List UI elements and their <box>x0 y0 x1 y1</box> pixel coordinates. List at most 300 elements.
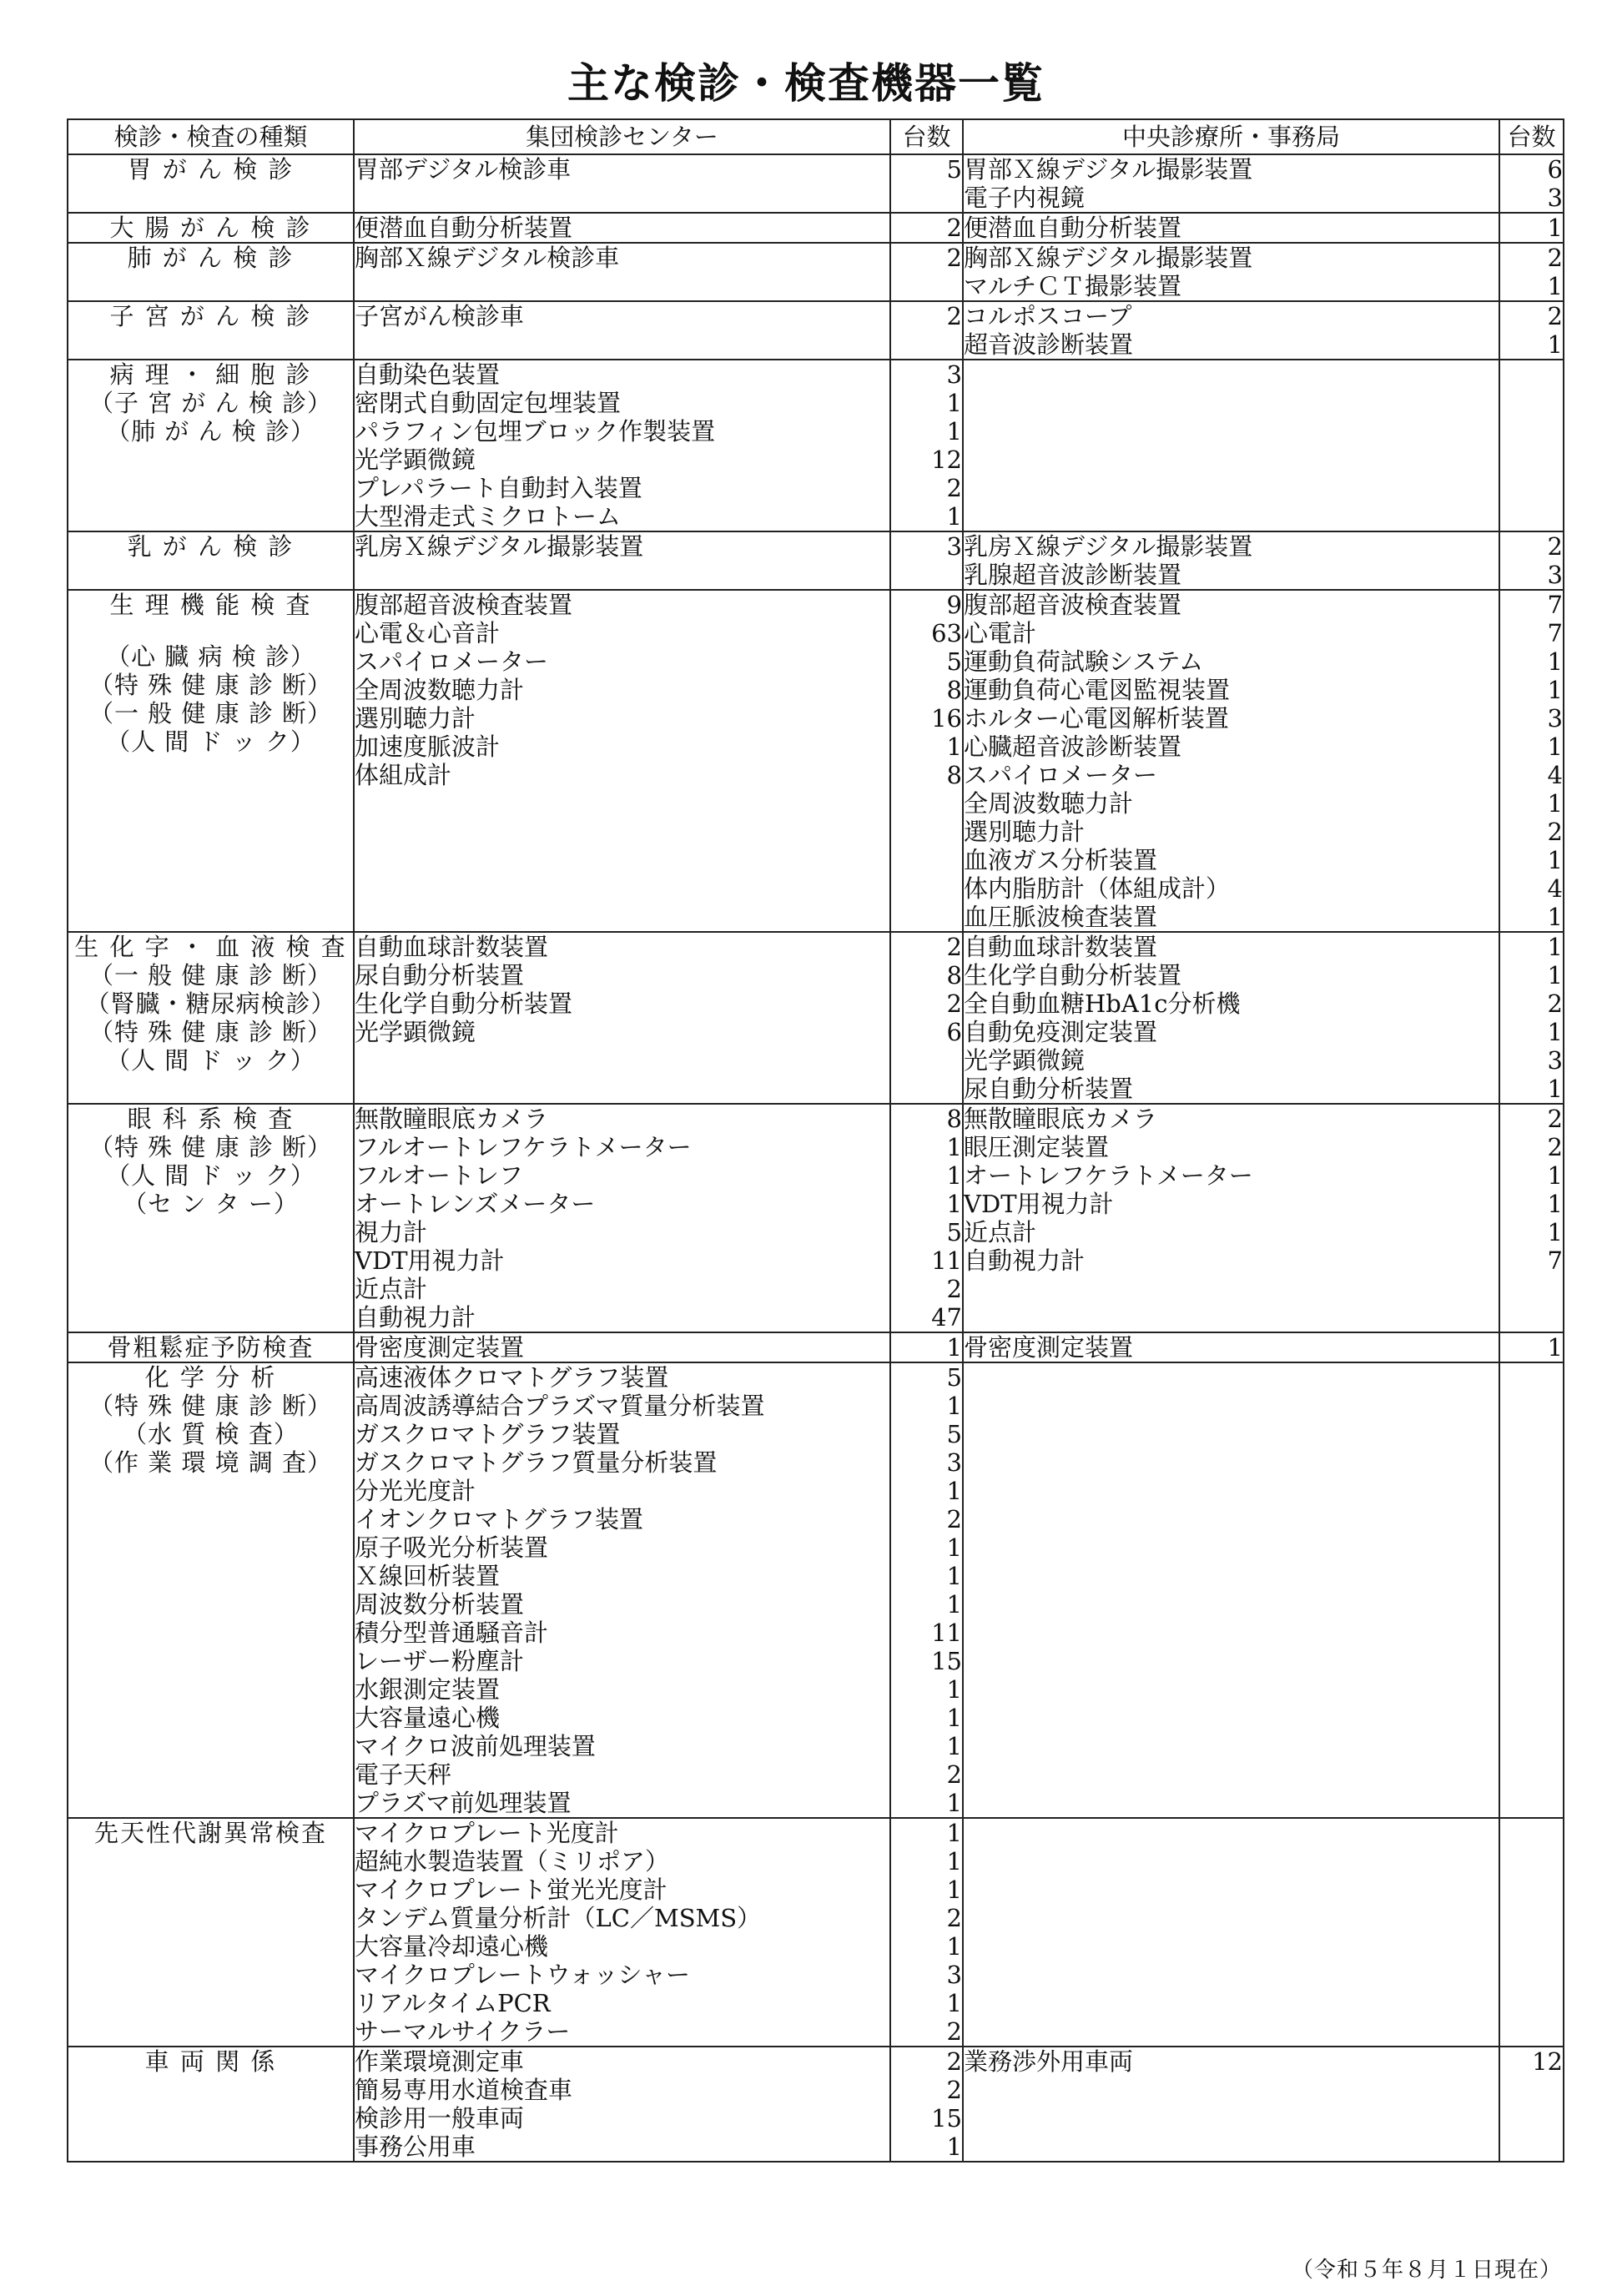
clinic-equipment-name: 乳腺超音波診断装置 <box>964 561 1182 589</box>
table-row <box>68 932 1564 1104</box>
clinic-equipment-cell <box>963 1104 1499 1332</box>
category-cell <box>68 301 354 360</box>
center-equipment-count: 8 <box>946 1105 962 1133</box>
center-equipment-name: 子宮がん検診車 <box>355 302 525 330</box>
clinic-equipment-count: 1 <box>1547 214 1563 242</box>
clinic-count-cell <box>1499 590 1564 932</box>
center-equipment-cell <box>354 1104 890 1332</box>
center-equipment-count: 1 <box>946 1675 962 1704</box>
clinic-equipment-count: 1 <box>1547 846 1563 874</box>
clinic-equipment-count: 4 <box>1547 874 1563 903</box>
center-equipment-count: 2 <box>946 1904 962 1932</box>
header-center-count: 台数 <box>890 119 963 154</box>
clinic-equipment-cell <box>963 1818 1499 2047</box>
clinic-equipment-count: 1 <box>1547 1333 1563 1362</box>
center-equipment-name: 積分型普通騒音計 <box>355 1619 549 1647</box>
center-equipment-cell <box>354 1332 890 1362</box>
center-equipment-count: 1 <box>946 1590 962 1619</box>
category-cell <box>68 1362 354 1818</box>
center-equipment-name: 光学顕微鏡 <box>355 1018 476 1046</box>
center-equipment-count: 2 <box>946 2017 962 2046</box>
center-equipment-name: 光学顕微鏡 <box>355 446 476 474</box>
center-equipment-name: 大容量遠心機 <box>355 1704 501 1732</box>
clinic-equipment-name: 全周波数聴力計 <box>964 789 1134 818</box>
center-count-cell <box>890 531 963 590</box>
center-equipment-count: 3 <box>946 532 962 561</box>
clinic-count-cell <box>1499 531 1564 590</box>
center-equipment-cell <box>354 301 890 360</box>
clinic-equipment-name: 自動免疫測定装置 <box>964 1018 1158 1046</box>
center-equipment-cell <box>354 243 890 301</box>
clinic-count-cell <box>1499 154 1564 213</box>
center-equipment-cell <box>354 1362 890 1818</box>
clinic-equipment-count: 1 <box>1547 330 1563 359</box>
clinic-count-cell <box>1499 1332 1564 1362</box>
clinic-equipment-count: 1 <box>1547 272 1563 300</box>
clinic-equipment-name: 全自動血糖HbA1c分析機 <box>964 989 1241 1018</box>
center-equipment-name: 乳房Ｘ線デジタル撮影装置 <box>355 532 644 561</box>
center-equipment-name: パラフィン包埋ブロック作製装置 <box>355 417 716 446</box>
center-equipment-count: 1 <box>946 2132 962 2161</box>
category-cell <box>68 531 354 590</box>
center-equipment-name: サーマルサイクラー <box>355 2017 571 2046</box>
center-equipment-count: 11 <box>931 1619 962 1647</box>
center-equipment-name: 密閉式自動固定包埋装置 <box>355 389 622 417</box>
center-equipment-count: 1 <box>946 1190 962 1218</box>
center-equipment-count: 5 <box>946 1420 962 1448</box>
clinic-equipment-name: 超音波診断装置 <box>964 330 1134 359</box>
category-label: 先天性代謝異常検査 <box>93 1819 327 1847</box>
clinic-equipment-name: 自動血球計数装置 <box>964 933 1158 961</box>
equipment-table <box>67 118 1564 2163</box>
clinic-equipment-name: 腹部超音波検査装置 <box>964 591 1182 619</box>
clinic-equipment-name: 運動負荷心電図監視装置 <box>964 676 1231 704</box>
center-equipment-name: タンデム質量分析計（LC／MSMS） <box>355 1904 762 1932</box>
center-count-cell <box>890 154 963 213</box>
category-sublabel: （セ ン タ ー） <box>123 1190 299 1218</box>
center-equipment-cell <box>354 2047 890 2162</box>
category-cell <box>68 2047 354 2162</box>
center-equipment-count: 16 <box>931 704 962 733</box>
center-equipment-name: 心電＆心音計 <box>355 619 501 647</box>
category-label: 骨粗鬆症予防検査 <box>107 1333 315 1362</box>
category-cell <box>68 590 354 932</box>
clinic-count-cell <box>1499 1818 1564 2047</box>
center-equipment-count: 1 <box>946 1704 962 1732</box>
center-equipment-name: フルオートレフケラトメーター <box>355 1133 692 1161</box>
center-count-cell <box>890 213 963 243</box>
table-row <box>68 301 1564 360</box>
center-equipment-cell <box>354 932 890 1104</box>
clinic-equipment-count: 3 <box>1547 704 1563 733</box>
clinic-equipment-count: 12 <box>1532 2047 1563 2076</box>
category-sublabel: （子 宮 が ん 検 診） <box>88 389 333 417</box>
center-equipment-count: 1 <box>946 1989 962 2017</box>
clinic-equipment-count: 4 <box>1547 761 1563 789</box>
clinic-equipment-count: 1 <box>1547 1018 1563 1046</box>
center-equipment-name: 便潜血自動分析装置 <box>355 214 573 242</box>
table-row <box>68 243 1564 301</box>
clinic-equipment-name: 血液ガス分析装置 <box>964 846 1158 874</box>
center-equipment-name: スパイロメーター <box>355 647 549 676</box>
center-equipment-count: 2 <box>946 214 962 242</box>
clinic-count-cell <box>1499 243 1564 301</box>
center-equipment-name: 近点計 <box>355 1275 428 1303</box>
center-equipment-cell <box>354 360 890 531</box>
clinic-equipment-count: 1 <box>1547 733 1563 761</box>
center-equipment-count: 1 <box>946 1932 962 1961</box>
clinic-equipment-count: 2 <box>1547 244 1563 272</box>
center-equipment-name: 自動染色装置 <box>355 360 501 389</box>
center-equipment-count: 2 <box>946 1275 962 1303</box>
center-count-cell <box>890 1362 963 1818</box>
category-sublabel: （人 間 ド ッ ク） <box>106 1161 315 1190</box>
clinic-count-cell <box>1499 1104 1564 1332</box>
clinic-equipment-count: 6 <box>1547 155 1563 184</box>
clinic-equipment-name: 胃部Ｘ線デジタル撮影装置 <box>964 155 1253 184</box>
center-equipment-name: Ｘ線回析装置 <box>355 1562 501 1590</box>
center-equipment-name: 全周波数聴力計 <box>355 676 525 704</box>
center-equipment-name: マイクロプレート光度計 <box>355 1819 619 1847</box>
clinic-equipment-cell <box>963 1332 1499 1362</box>
clinic-equipment-name: 生化学自動分析装置 <box>964 961 1182 989</box>
category-label: 胃 が ん 検 診 <box>127 155 295 184</box>
center-equipment-name: 簡易専用水道検査車 <box>355 2076 573 2104</box>
category-sublabel: （一 般 健 康 診 断） <box>88 699 333 728</box>
clinic-equipment-count: 1 <box>1547 1190 1563 1218</box>
clinic-equipment-name: オートレフケラトメーター <box>964 1161 1253 1190</box>
center-equipment-name: 水銀測定装置 <box>355 1675 501 1704</box>
clinic-equipment-name: 骨密度測定装置 <box>964 1333 1134 1362</box>
center-equipment-name: 選別聴力計 <box>355 704 476 733</box>
center-equipment-name: マイクロプレート蛍光光度計 <box>355 1876 667 1904</box>
category-sublabel: （心 臓 病 検 診） <box>106 642 315 671</box>
clinic-equipment-name: 心電計 <box>964 619 1037 647</box>
center-equipment-name: ガスクロマトグラフ質量分析装置 <box>355 1448 718 1477</box>
clinic-equipment-name: スパイロメーター <box>964 761 1158 789</box>
header-clinic: 中央診療所・事務局 <box>963 119 1499 154</box>
clinic-equipment-cell <box>963 243 1499 301</box>
category-cell <box>68 360 354 531</box>
header-clinic-count: 台数 <box>1499 119 1564 154</box>
category-cell <box>68 1104 354 1332</box>
clinic-count-cell <box>1499 360 1564 531</box>
center-equipment-cell <box>354 213 890 243</box>
center-equipment-count: 5 <box>946 1218 962 1246</box>
center-equipment-count: 8 <box>946 761 962 789</box>
center-equipment-count: 3 <box>946 1961 962 1989</box>
as-of-date-note: （令和５年８月１日現在） <box>1291 2258 1562 2283</box>
clinic-equipment-name: コルポスコープ <box>964 302 1132 330</box>
center-equipment-name: 体組成計 <box>355 761 452 789</box>
table-row <box>68 1332 1564 1362</box>
center-equipment-cell <box>354 1818 890 2047</box>
table-row <box>68 213 1564 243</box>
center-count-cell <box>890 932 963 1104</box>
center-equipment-cell <box>354 154 890 213</box>
center-equipment-name: ガスクロマトグラフ装置 <box>355 1420 621 1448</box>
category-sublabel: （一 般 健 康 診 断） <box>88 961 333 989</box>
center-equipment-name: 大容量冷却遠心機 <box>355 1932 549 1961</box>
category-label: 乳 が ん 検 診 <box>127 532 295 561</box>
center-equipment-name: 事務公用車 <box>355 2132 476 2161</box>
clinic-equipment-count: 7 <box>1547 591 1563 619</box>
clinic-equipment-count: 2 <box>1547 818 1563 846</box>
center-equipment-name: 視力計 <box>355 1218 428 1246</box>
center-equipment-count: 1 <box>946 1732 962 1760</box>
center-count-cell <box>890 2047 963 2162</box>
clinic-count-cell <box>1499 932 1564 1104</box>
center-equipment-name: 腹部超音波検査装置 <box>355 591 573 619</box>
center-equipment-name: 胸部Ｘ線デジタル検診車 <box>355 244 620 272</box>
center-equipment-count: 15 <box>931 2104 962 2132</box>
header-center: 集団検診センター <box>354 119 890 154</box>
table-row <box>68 2047 1564 2162</box>
center-equipment-name: 検診用一般車両 <box>355 2104 525 2132</box>
center-equipment-name: 原子吸光分析装置 <box>355 1533 549 1562</box>
clinic-equipment-name: 尿自動分析装置 <box>964 1075 1134 1103</box>
table-row <box>68 531 1564 590</box>
clinic-equipment-name: 自動視力計 <box>964 1246 1086 1275</box>
center-equipment-cell <box>354 531 890 590</box>
category-cell <box>68 1818 354 2047</box>
center-equipment-name: VDT用視力計 <box>355 1246 505 1275</box>
center-count-cell <box>890 301 963 360</box>
clinic-equipment-name: 運動負荷試験システム <box>964 647 1204 676</box>
category-sublabel: （人 間 ド ッ ク） <box>106 1046 315 1075</box>
category-label: 大 腸 が ん 検 診 <box>109 214 312 242</box>
clinic-equipment-cell <box>963 213 1499 243</box>
table-row <box>68 1104 1564 1332</box>
clinic-equipment-name: 無散瞳眼底カメラ <box>964 1105 1158 1133</box>
category-label: 生 化 字 ・ 血 液 検 査 <box>74 933 347 961</box>
page-title: 主な検診・検査機器一覧 <box>567 58 1045 108</box>
clinic-equipment-name: 便潜血自動分析装置 <box>964 214 1182 242</box>
clinic-equipment-cell <box>963 301 1499 360</box>
center-equipment-count: 1 <box>946 1847 962 1876</box>
clinic-equipment-count: 3 <box>1547 184 1563 212</box>
center-equipment-count: 47 <box>931 1303 962 1332</box>
category-sublabel: （特 殊 健 康 診 断） <box>88 1018 333 1046</box>
clinic-equipment-count: 2 <box>1547 532 1563 561</box>
center-equipment-count: 1 <box>946 1392 962 1420</box>
center-equipment-cell <box>354 590 890 932</box>
center-equipment-name: プラズマ前処理装置 <box>355 1789 572 1817</box>
center-equipment-count: 1 <box>946 1789 962 1817</box>
table-row <box>68 590 1564 932</box>
clinic-equipment-name: 選別聴力計 <box>964 818 1086 846</box>
center-equipment-name: オートレンズメーター <box>355 1190 596 1218</box>
center-equipment-name: プレパラート自動封入装置 <box>355 474 642 502</box>
center-equipment-name: 自動血球計数装置 <box>355 933 549 961</box>
center-equipment-count: 2 <box>946 1505 962 1533</box>
center-equipment-name: 作業環境測定車 <box>355 2047 525 2076</box>
center-count-cell <box>890 1104 963 1332</box>
table-row <box>68 1818 1564 2047</box>
center-equipment-count: 2 <box>946 474 962 502</box>
center-equipment-count: 6 <box>946 1018 962 1046</box>
table-row <box>68 360 1564 531</box>
category-label: 車 両 関 係 <box>144 2047 277 2076</box>
center-equipment-count: 1 <box>946 1562 962 1590</box>
center-equipment-name: 高速液体クロマトグラフ装置 <box>355 1363 669 1392</box>
clinic-equipment-cell <box>963 1362 1499 1818</box>
clinic-count-cell <box>1499 2047 1564 2162</box>
category-label: 肺 が ん 検 診 <box>127 244 295 272</box>
center-equipment-count: 2 <box>946 933 962 961</box>
center-equipment-name: 胃部デジタル検診車 <box>355 155 572 184</box>
category-sublabel: （作 業 環 境 調 査） <box>88 1448 333 1477</box>
center-equipment-count: 8 <box>946 676 962 704</box>
center-equipment-count: 3 <box>946 1448 962 1477</box>
clinic-equipment-name: 眼圧測定装置 <box>964 1133 1110 1161</box>
center-equipment-count: 1 <box>946 1133 962 1161</box>
clinic-equipment-name: 近点計 <box>964 1218 1037 1246</box>
center-equipment-count: 1 <box>946 1533 962 1562</box>
clinic-equipment-count: 2 <box>1547 1105 1563 1133</box>
center-equipment-count: 15 <box>931 1647 962 1675</box>
clinic-equipment-name: 心臓超音波診断装置 <box>964 733 1182 761</box>
center-equipment-count: 12 <box>931 446 962 474</box>
category-label: 子 宮 が ん 検 診 <box>109 302 312 330</box>
table-header-row <box>68 119 1564 154</box>
category-sublabel: （肺 が ん 検 診） <box>106 417 315 446</box>
clinic-equipment-count: 3 <box>1547 1046 1563 1075</box>
clinic-count-cell <box>1499 1362 1564 1818</box>
clinic-equipment-count: 7 <box>1547 1246 1563 1275</box>
clinic-equipment-count: 1 <box>1547 903 1563 931</box>
center-equipment-count: 5 <box>946 1363 962 1392</box>
clinic-equipment-count: 1 <box>1547 1075 1563 1103</box>
category-cell <box>68 213 354 243</box>
category-label: 生 理 機 能 検 査 <box>109 591 312 619</box>
clinic-equipment-name: 業務渉外用車両 <box>964 2047 1134 2076</box>
header-category: 検診・検査の種類 <box>68 119 354 154</box>
clinic-equipment-count: 1 <box>1547 961 1563 989</box>
center-equipment-count: 1 <box>946 733 962 761</box>
clinic-equipment-name: 乳房Ｘ線デジタル撮影装置 <box>964 532 1253 561</box>
category-sublabel: （特 殊 健 康 診 断） <box>88 1133 333 1161</box>
center-equipment-count: 2 <box>946 2076 962 2104</box>
center-equipment-name: 電子天秤 <box>355 1760 452 1789</box>
center-equipment-count: 2 <box>946 1760 962 1789</box>
clinic-count-cell <box>1499 301 1564 360</box>
center-equipment-count: 5 <box>946 647 962 676</box>
center-equipment-name: 超純水製造装置（ミリポア） <box>355 1847 670 1876</box>
center-equipment-count: 1 <box>946 1876 962 1904</box>
center-equipment-name: 自動視力計 <box>355 1303 476 1332</box>
clinic-equipment-count: 2 <box>1547 1133 1563 1161</box>
clinic-equipment-name: 胸部Ｘ線デジタル撮影装置 <box>964 244 1253 272</box>
center-equipment-count: 1 <box>946 417 962 446</box>
center-equipment-name: 無散瞳眼底カメラ <box>355 1105 549 1133</box>
category-label: 眼 科 系 検 査 <box>127 1105 295 1133</box>
clinic-equipment-count: 2 <box>1547 302 1563 330</box>
center-equipment-name: 大型滑走式ミクロトーム <box>355 502 622 531</box>
center-equipment-name: レーザー粉塵計 <box>355 1647 525 1675</box>
clinic-equipment-name: 光学顕微鏡 <box>964 1046 1086 1075</box>
category-sublabel: （特 殊 健 康 診 断） <box>88 1392 333 1420</box>
table-body <box>68 154 1564 2162</box>
table-row <box>68 1362 1564 1818</box>
center-equipment-count: 2 <box>946 989 962 1018</box>
center-equipment-count: 5 <box>946 155 962 184</box>
clinic-equipment-name: マルチＣＴ撮影装置 <box>964 272 1182 300</box>
category-label: 化 学 分 析 <box>144 1363 277 1392</box>
center-equipment-count: 1 <box>946 502 962 531</box>
center-equipment-count: 2 <box>946 302 962 330</box>
clinic-equipment-name: 体内脂肪計（体組成計） <box>964 874 1231 903</box>
clinic-equipment-name: ホルター心電図解析装置 <box>964 704 1229 733</box>
clinic-equipment-cell <box>963 154 1499 213</box>
center-count-cell <box>890 243 963 301</box>
clinic-equipment-count: 3 <box>1547 561 1563 589</box>
center-equipment-name: 加速度脈波計 <box>355 733 501 761</box>
category-sublabel: （腎臓・糖尿病検診） <box>85 989 336 1018</box>
clinic-equipment-count: 1 <box>1547 647 1563 676</box>
center-equipment-name: 骨密度測定装置 <box>355 1333 525 1362</box>
clinic-equipment-count: 1 <box>1547 676 1563 704</box>
center-equipment-name: 周波数分析装置 <box>355 1590 525 1619</box>
category-cell <box>68 1332 354 1362</box>
clinic-equipment-cell <box>963 932 1499 1104</box>
category-cell <box>68 243 354 301</box>
clinic-equipment-count: 7 <box>1547 619 1563 647</box>
center-equipment-name: リアルタイムPCR <box>355 1989 551 2017</box>
center-equipment-name: マイクロプレートウォッシャー <box>355 1961 690 1989</box>
center-equipment-count: 63 <box>931 619 962 647</box>
clinic-equipment-count: 1 <box>1547 789 1563 818</box>
center-equipment-count: 1 <box>946 389 962 417</box>
center-equipment-count: 1 <box>946 1333 962 1362</box>
center-equipment-name: 分光光度計 <box>355 1477 476 1505</box>
center-equipment-count: 2 <box>946 244 962 272</box>
clinic-equipment-cell <box>963 360 1499 531</box>
center-equipment-count: 3 <box>946 360 962 389</box>
category-cell <box>68 932 354 1104</box>
clinic-equipment-count: 1 <box>1547 1218 1563 1246</box>
category-sublabel: （特 殊 健 康 診 断） <box>88 671 333 699</box>
center-equipment-count: 1 <box>946 1819 962 1847</box>
center-count-cell <box>890 1818 963 2047</box>
clinic-equipment-cell <box>963 2047 1499 2162</box>
center-equipment-name: 高周波誘導結合プラズマ質量分析装置 <box>355 1392 765 1420</box>
center-equipment-name: マイクロ波前処理装置 <box>355 1732 596 1760</box>
center-count-cell <box>890 1332 963 1362</box>
center-equipment-count: 1 <box>946 1161 962 1190</box>
clinic-equipment-name: 電子内視鏡 <box>964 184 1086 212</box>
category-spacer <box>68 619 353 642</box>
category-cell <box>68 154 354 213</box>
clinic-count-cell <box>1499 213 1564 243</box>
center-equipment-count: 2 <box>946 2047 962 2076</box>
center-equipment-count: 1 <box>946 1477 962 1505</box>
center-count-cell <box>890 360 963 531</box>
clinic-equipment-name: 血圧脈波検査装置 <box>964 903 1158 931</box>
clinic-equipment-cell <box>963 531 1499 590</box>
center-equipment-name: イオンクロマトグラフ装置 <box>355 1505 643 1533</box>
center-equipment-count: 11 <box>931 1246 962 1275</box>
clinic-equipment-count: 2 <box>1547 989 1563 1018</box>
category-sublabel: （水 質 検 査） <box>123 1420 299 1448</box>
category-label: 病 理 ・ 細 胞 診 <box>109 360 312 389</box>
center-equipment-count: 8 <box>946 961 962 989</box>
clinic-equipment-cell <box>963 590 1499 932</box>
clinic-equipment-name: VDT用視力計 <box>964 1190 1114 1218</box>
center-equipment-name: 尿自動分析装置 <box>355 961 525 989</box>
center-equipment-name: 生化学自動分析装置 <box>355 989 573 1018</box>
table-row <box>68 154 1564 213</box>
